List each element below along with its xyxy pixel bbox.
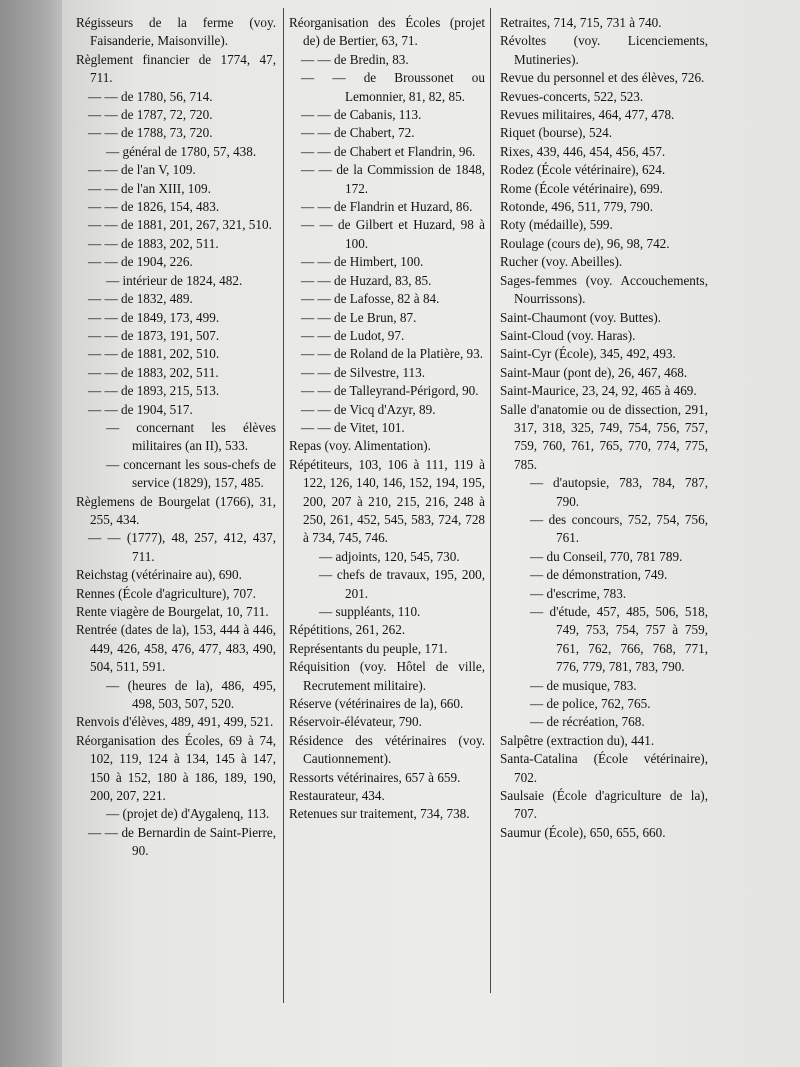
index-entry: Reichstag (vétérinaire au), 690. [76,567,242,583]
index-entry: — de police, 762, 765. [530,696,651,712]
index-entry: Renvois d'élèves, 489, 491, 499, 521. [76,714,274,730]
index-entry: Rennes (École d'agriculture), 707. [76,585,256,601]
index-entry: — d'escrime, 783. [530,585,627,601]
index-entry: — — de Cabanis, 113. [301,107,422,123]
index-entry: Règlemens de Bourgelat (1766), 31, 255, 434. [76,493,276,527]
index-entry: Revues militaires, 464, 477, 478. [500,107,675,123]
index-entry: Répétitions, 261, 262. [289,622,406,638]
index-entry: — — de Talleyrand-Périgord, 90. [301,383,479,399]
index-entry: Rome (École vétérinaire), 699. [500,180,663,196]
index-entry: — d'étude, 457, 485, 506, 518, 749, 753, 754, 757 à 759, 761, 762, 766, 768, 771, 776, 779, 781, 783, 790. [530,604,708,675]
index-entry: — — de Chabert, 72. [301,125,415,141]
index-entry: Réservoir-élévateur, 790. [289,714,422,730]
index-entry: Sages-femmes (voy. Accouchements, Nourrissons). [500,272,708,307]
index-entry: — — de 1787, 72, 720. [88,107,213,123]
index-entry: — du Conseil, 770, 781 789. [530,548,683,564]
index-entry: Saulsaie (École d'agriculture de la), 707. [500,788,708,822]
index-entry: — — de Ludot, 97. [301,327,405,343]
index-entry: Roty (médaille), 599. [500,217,613,233]
index-entry: — de musique, 783. [530,677,637,693]
index-entry: Résidence des vétérinaires (voy. Cautionnement). [289,732,485,767]
index-entry: — chefs de travaux, 195, 200, 201. [319,567,485,601]
index-entry: — adjoints, 120, 545, 730. [319,548,460,564]
index-entry: — — de 1893, 215, 513. [88,383,220,399]
page-edge-shadow [0,0,62,1067]
index-entry: — — de Chabert et Flandrin, 96. [301,143,476,159]
column-divider-right [490,8,491,993]
index-entry: Rodez (École vétérinaire), 624. [500,162,666,178]
index-entry: — — de 1881, 201, 267, 321, 510. [88,217,272,233]
index-entry: — — de 1904, 226. [88,254,193,270]
index-entry: Roulage (cours de), 96, 98, 742. [500,235,670,251]
index-entry: — — de Roland de la Platière, 93. [301,346,484,362]
index-entry: — — de 1873, 191, 507. [88,327,220,343]
index-entry: Rente viagère de Bourgelat, 10, 711. [76,604,269,619]
index-entry: — — de Gilbert et Huzard, 98 à 100. [301,217,485,251]
column-divider-left [283,8,284,1003]
index-entry: Révoltes (voy. Licenciements, Mutineries). [500,33,708,67]
index-entry: Rotonde, 496, 511, 779, 790. [500,199,653,215]
index-entry: — — de la Commission de 1848, 172. [301,162,485,196]
index-entry: — (projet de) d'Aygalenq, 113. [106,806,270,822]
index-entry: — — de Bredin, 83. [301,51,409,67]
index-entry: Retenues sur traitement, 734, 738. [289,806,470,822]
index-entry: Réorganisation des Écoles, 69 à 74, 102, 119, 124 à 134, 145 à 147, 150 à 152, 180 à 186, 189, 190, 200, 207, 221. [76,732,276,804]
index-entry: — — (1777), 48, 257, 412, 437, 711. [88,530,276,564]
index-entry: — — de 1832, 489. [88,291,193,307]
index-entry: Retraites, 714, 715, 731 à 740. [500,15,662,30]
index-entry: — — de 1788, 73, 720. [88,125,213,141]
index-entry: — — de Vicq d'Azyr, 89. [301,401,436,417]
index-entry: — intérieur de 1824, 482. [106,272,243,288]
index-entry: Réquisition (voy. Hôtel de ville, Recrutement militaire). [289,659,485,693]
index-entry: — — de 1883, 202, 511. [88,235,219,251]
index-entry: — suppléants, 110. [319,604,421,619]
index-entry: Ressorts vétérinaires, 657 à 659. [289,769,461,785]
index-entry: — de démonstration, 749. [530,567,668,583]
index-entry: — général de 1780, 57, 438. [106,143,257,159]
index-entry: Saint-Chaumont (voy. Buttes). [500,309,662,325]
index-entry: Salle d'anatomie ou de dissection, 291, 317, 318, 325, 749, 754, 756, 757, 759, 760, 761, 765, 770, 774, 775, 785. [500,401,708,472]
index-entry: — — de Bernardin de Saint-Pierre, 90. [88,824,276,859]
index-entry: Réserve (vétérinaires de la), 660. [289,696,464,712]
index-entry: Régisseurs de la ferme (voy. Faisanderie, Maisonville). [76,15,276,49]
index-entry: — — de l'an V, 109. [88,162,196,178]
index-entry: Réorganisation des Écoles (projet de) de Bertier, 63, 71. [289,15,485,49]
index-entry: — — de 1780, 56, 714. [88,88,213,104]
index-entry: Saint-Maurice, 23, 24, 92, 465 à 469. [500,383,697,399]
index-entry: — (heures de la), 486, 495, 498, 503, 507, 520. [106,677,276,712]
index-entry: Saint-Cyr (École), 345, 492, 493. [500,346,676,362]
index-entry: Riquet (bourse), 524. [500,125,613,141]
index-entry: Règlement financier de 1774, 47, 711. [76,51,276,86]
index-entry: Saint-Cloud (voy. Haras). [500,327,636,343]
index-entry: — des concours, 752, 754, 756, 761. [530,511,708,546]
index-entry: Répétiteurs, 103, 106 à 111, 119 à 122, 126, 140, 146, 152, 194, 195, 200, 207 à 210, 215, 216, 248 à 250, 261, 452, 545, 583, 724, 728 à 734, 745, 746. [289,456,485,546]
index-entry: — concernant les sous-chefs de service (1829), 157, 485. [106,456,276,491]
index-entry: — — de Flandrin et Huzard, 86. [301,199,473,215]
index-entry: — — de Lafosse, 82 à 84. [301,291,440,307]
index-entry: Santa-Catalina (École vétérinaire), 702. [500,751,708,785]
index-entry: — d'autopsie, 783, 784, 787, 790. [530,475,708,509]
index-entry: Restaurateur, 434. [289,788,385,804]
index-entry: — — de 1826, 154, 483. [88,199,220,215]
index-column-2 [289,14,485,824]
index-entry: Revue du personnel et des élèves, 726. [500,70,705,86]
index-entry: Revues-concerts, 522, 523. [500,88,644,104]
index-entry: — de récréation, 768. [530,714,645,730]
index-entry: Salpêtre (extraction du), 441. [500,732,655,748]
index-entry: Représentants du peuple, 171. [289,640,448,656]
index-entry: — — de 1904, 517. [88,401,193,417]
index-entry: — — de Silvestre, 113. [301,364,426,380]
index-entry: — — de Broussonet ou Lemonnier, 81, 82, 85. [301,70,485,104]
index-entry: — — de 1849, 173, 499. [88,309,220,325]
index-entry: Rixes, 439, 446, 454, 456, 457. [500,143,666,159]
index-column-3 [500,14,708,842]
index-entry: Saint-Maur (pont de), 26, 467, 468. [500,364,688,380]
index-entry: Rucher (voy. Abeilles). [500,254,623,270]
index-entry: Repas (voy. Alimentation). [289,438,431,454]
index-entry: — — de Vitet, 101. [301,419,405,435]
index-entry: — — de 1883, 202, 511. [88,364,219,380]
index-entry: — — de Huzard, 83, 85. [301,272,432,288]
index-entry: — — de 1881, 202, 510. [88,346,220,362]
index-column-1 [76,14,276,861]
index-entry: Saumur (École), 650, 655, 660. [500,824,666,840]
index-entry: — — de l'an XIII, 109. [88,180,211,196]
index-entry: — concernant les élèves militaires (an II), 533. [106,419,276,454]
index-entry: Rentrée (dates de la), 153, 444 à 446, 449, 426, 458, 476, 477, 483, 490, 504, 511, 591. [76,622,276,675]
index-entry: — — de Himbert, 100. [301,254,424,270]
index-entry: — — de Le Brun, 87. [301,309,417,325]
